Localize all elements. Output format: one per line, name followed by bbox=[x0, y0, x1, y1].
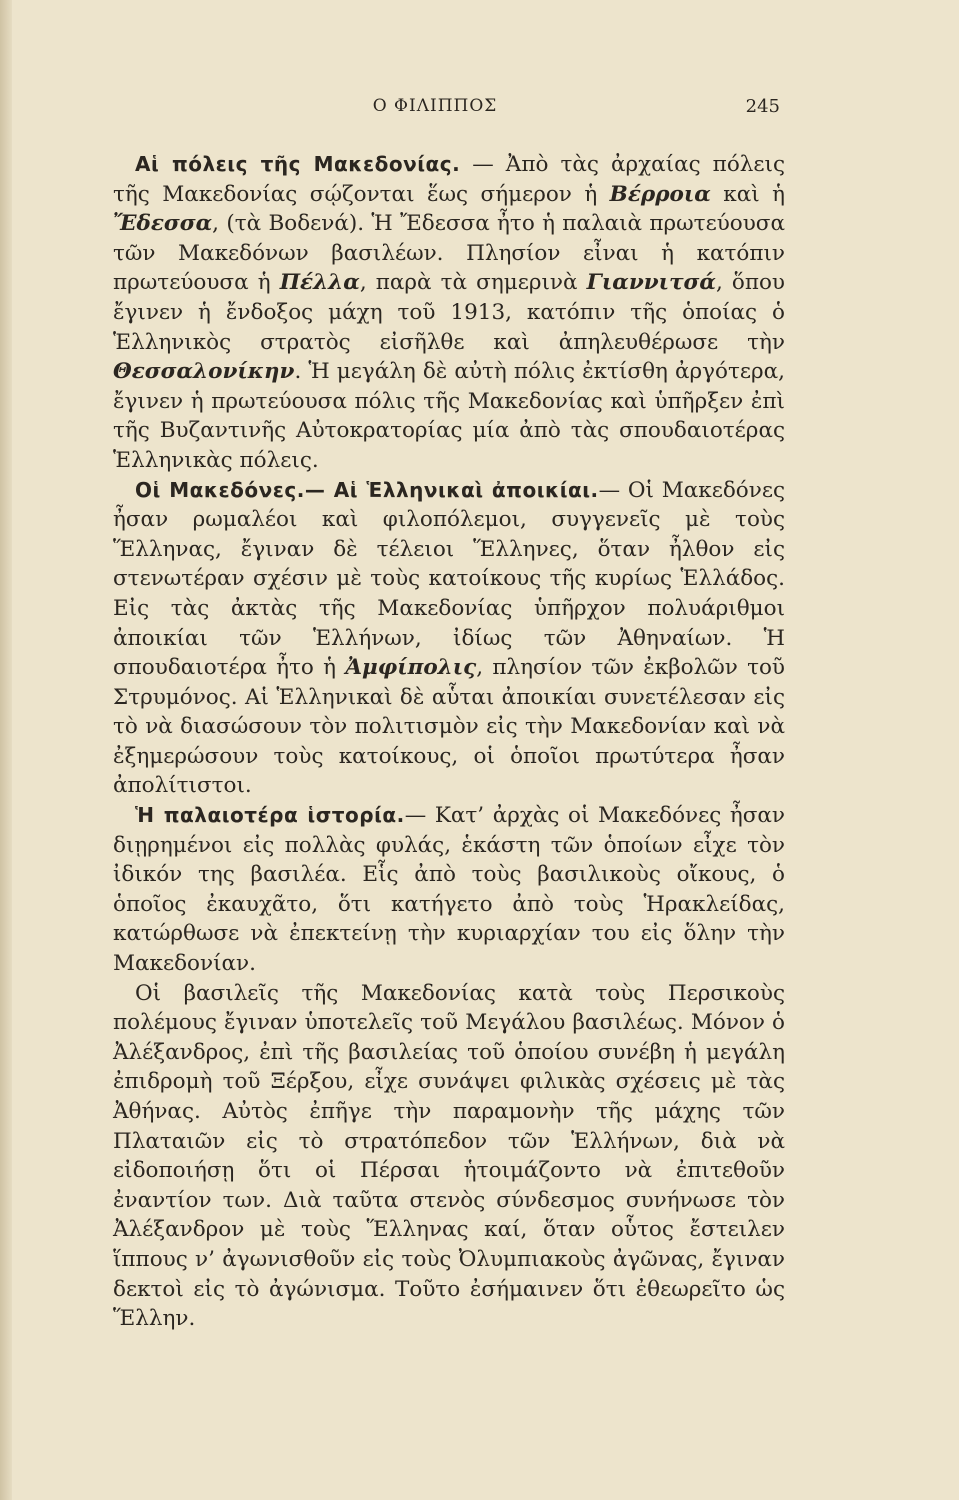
running-title: Ο ΦΙΛΙΠΠΟΣ bbox=[372, 96, 498, 116]
section-heading-early-history: Ἡ παλαιοτέρα ἱστορία. bbox=[135, 803, 405, 828]
page-number: 245 bbox=[745, 96, 780, 117]
text-run: , παρὰ τὰ σημερινὰ bbox=[359, 270, 587, 296]
text-run: — Κατ’ ἀρχὰς οἱ Μακεδόνες ἦσαν διῃρημένοι εἰς πολλὰς φυλάς, ἑκάστη τῶν ὁποίων εἶχε τὸν ἰδικόν της βασιλέα. Εἷς ἀπὸ τοὺς βασιλικοὺς οἴκους, ὁ ὁποῖος ἐκαυχᾶτο, ὅτι κατήγετο ἀπὸ τοὺς Ἡρακλείδας, κατώρθωσε νὰ ἐπεκτείνῃ τὴν κυριαρχίαν του εἰς ὅλην τὴν Μακεδονίαν. bbox=[113, 803, 786, 977]
section-heading-cities: Αἱ πόλεις τῆς Μακεδονίας. bbox=[135, 152, 461, 176]
paragraph-cities bbox=[113, 150, 785, 476]
paragraph-early-history bbox=[113, 801, 785, 979]
body-text bbox=[113, 150, 785, 1334]
place-name-verroia: Βέρροια bbox=[609, 181, 711, 207]
section-heading-macedonians: Οἱ Μακεδόνες.— Αἱ Ἑλληνικαὶ ἀποικίαι. bbox=[135, 477, 599, 502]
text-run: καὶ ἡ bbox=[710, 181, 785, 207]
text-run: — Ἀπὸ τὰς ἀρχαίας πόλεις τῆς Μακεδονίας σῴζονται ἕως σήμερον ἡ bbox=[113, 152, 785, 207]
place-name-giannitsa: Γιαννιτσά bbox=[586, 270, 716, 296]
text-run: . Ἡ μεγάλη δὲ αὐτὴ πόλις ἐκτίσθη ἀργότερα, ἔγινεν ἡ πρωτεύουσα πόλις τῆς Μακεδονίας καὶ ὑπῆρξεν ἐπὶ τῆς Βυζαντινῆς Αὐτοκρατορίας μία ἀπὸ τὰς σπουδαιοτέρας Ἑλληνικὰς πόλεις. bbox=[113, 359, 785, 473]
place-name-amphipolis: Ἀμφίπολις bbox=[345, 655, 477, 681]
paragraph-macedonians bbox=[113, 476, 785, 802]
place-name-edessa: Ἔδεσσα bbox=[113, 211, 213, 237]
paragraph-persian-wars bbox=[113, 979, 785, 1334]
text-run: , ὅπου ἔγινεν ἡ ἔνδοξος μάχη τοῦ 1913, κατόπιν τῆς ὁποίας ὁ Ἑλληνικὸς στρατὸς εἰσῆλθε καὶ ἀπηλευθέρωσε τὴν bbox=[113, 270, 785, 355]
place-name-thessaloniki: Θεσσαλονίκην bbox=[113, 359, 295, 385]
running-head bbox=[90, 96, 780, 126]
text-run: — Οἱ Μακεδόνες ἦσαν ρωμαλέοι καὶ φιλοπόλεμοι, συγγενεῖς μὲ τοὺς Ἕλληνας, ἔγιναν δὲ τέλειοι Ἕλληνες, ὅταν ἦλθον εἰς στενωτέραν σχέσιν μὲ τοὺς κατοίκους τῆς κυρίως Ἑλλάδος. Εἰς τὰς ἀκτὰς τῆς Μακεδονίας ὑπῆρχον πολυάριθμοι ἀποικίαι τῶν Ἑλλήνων, ἰδίως τῶν Ἀθηναίων. Ἡ σπουδαιοτέρα ἦτο ἡ bbox=[113, 477, 785, 681]
place-name-pella: Πέλλα bbox=[279, 270, 360, 296]
text-run: , πλησίον τῶν ἐκβολῶν τοῦ Στρυμόνος. Αἱ Ἑλληνικαὶ δὲ αὗται ἀποικίαι συνετέλεσαν εἰς τὸ νὰ διασώσουν τὸν πολιτισμὸν εἰς τὴν Μακεδονίαν καὶ νὰ ἐξημερώσουν τοὺς κατοίκους, οἱ ὁποῖοι πρωτύτερα ἦσαν ἀπολίτιστοι. bbox=[113, 655, 785, 799]
text-run: Οἱ βασιλεῖς τῆς Μακεδονίας κατὰ τοὺς Περσικοὺς πολέμους ἔγιναν ὑποτελεῖς τοῦ Μεγάλου βασιλέως. Μόνον ὁ Ἀλέξανδρος, ἐπὶ τῆς βασιλείας τοῦ ὁποίου συνέβη ἡ μεγάλη ἐπιδρομὴ τοῦ Ξέρξου, εἶχε συνάψει φιλικὰς σχέσεις μὲ τὰς Ἀθήνας. Αὐτὸς ἐπῆγε τὴν παραμονὴν τῆς μάχης τῶν Πλαταιῶν εἰς τὸ στρατόπεδον τῶν Ἑλλήνων, διὰ νὰ εἰδοποιήσῃ ὅτι οἱ Πέρσαι ἡτοιμάζοντο νὰ ἐπιτεθοῦν ἐναντίον των. Διὰ ταῦτα στενὸς σύνδεσμος συνήνωσε τὸν Ἀλέξανδρον μὲ τοὺς Ἕλληνας καί, ὅταν οὗτος ἔστειλεν ἵππους ν’ ἀγωνισθοῦν εἰς τοὺς Ὀλυμπιακοὺς ἀγῶνας, ἔγιναν δεκτοὶ εἰς τὸ ἀγώνισμα. Τοῦτο ἐσήμαινεν ὅτι ἐθεωρεῖτο ὡς Ἕλλην. bbox=[113, 980, 785, 1332]
text-run: , (τὰ Βοδενά). Ἡ Ἔδεσσα ἦτο ἡ παλαιὰ πρωτεύουσα τῶν Μακεδόνων βασιλέων. Πλησίον εἶναι ἡ κατόπιν πρωτεύουσα ἡ bbox=[113, 211, 785, 296]
